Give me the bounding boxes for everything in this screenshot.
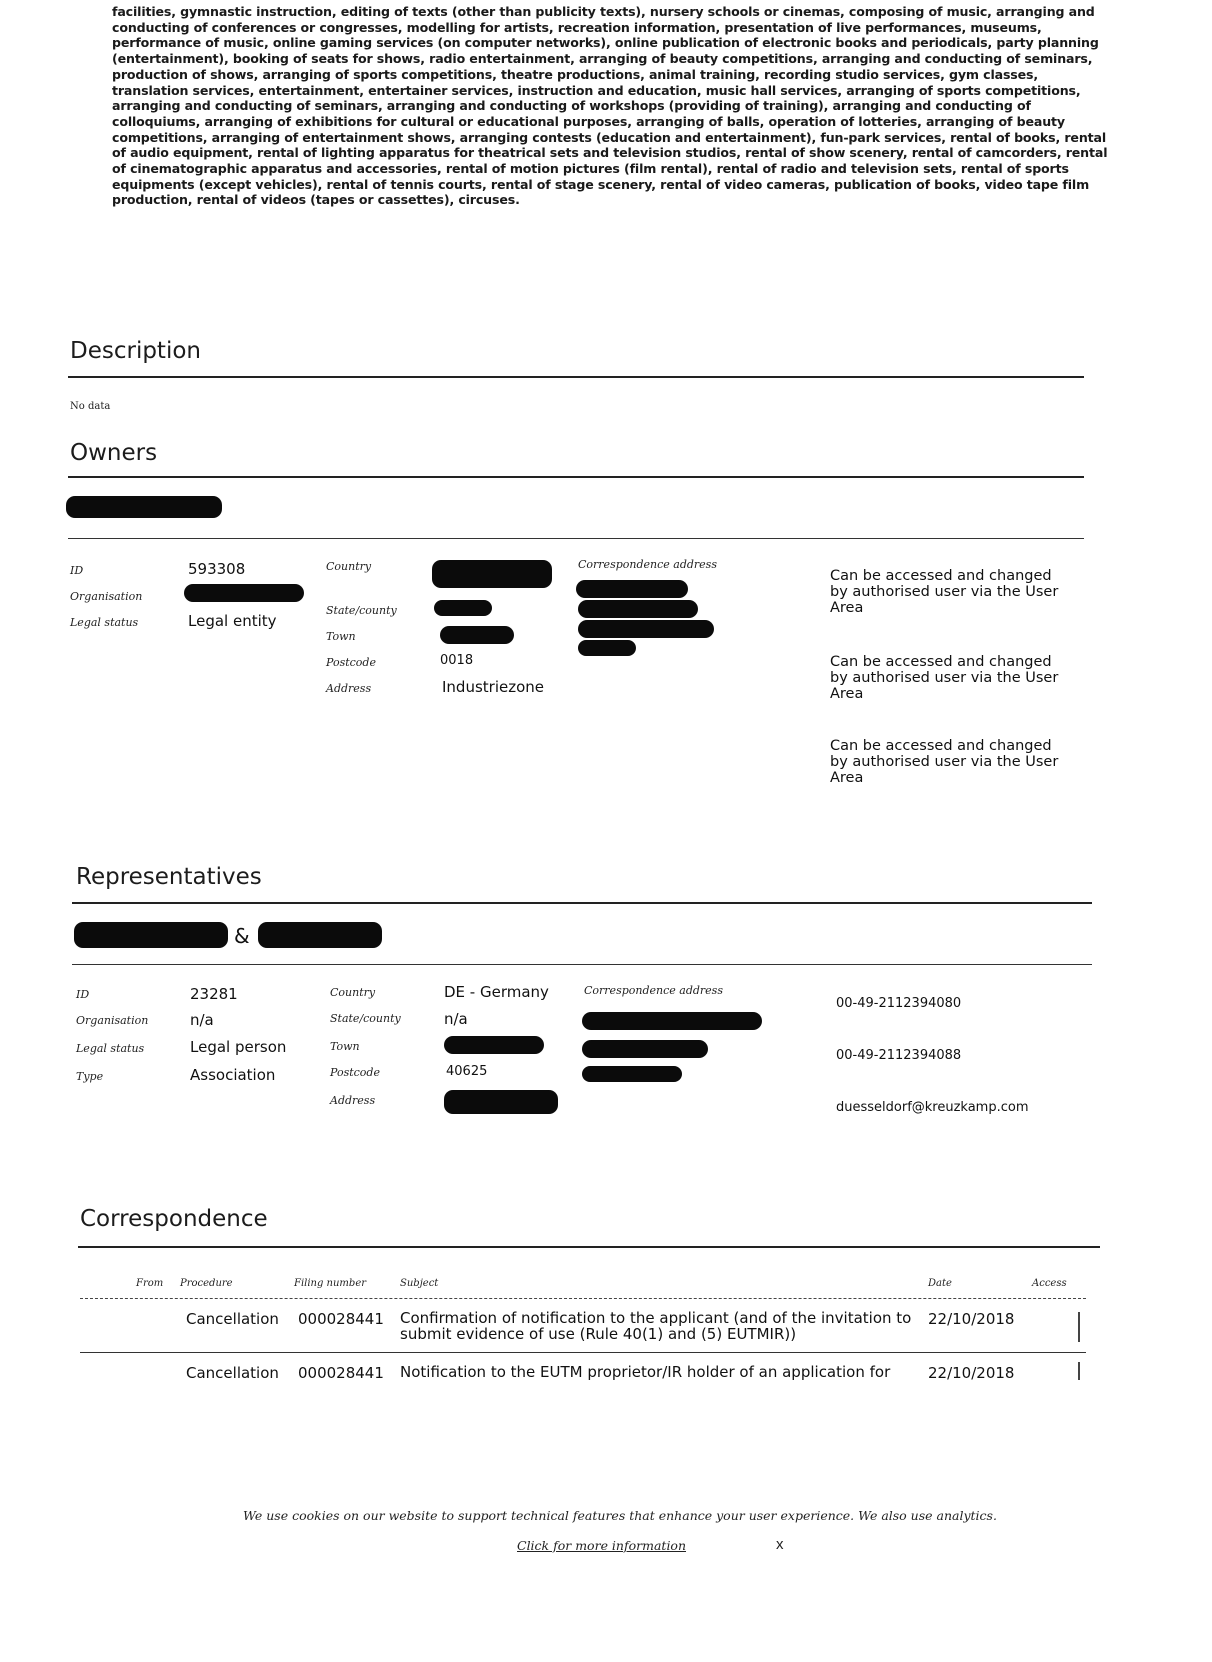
representatives-rule — [72, 902, 1092, 904]
row1-subject[interactable]: Confirmation of notification to the applicant (and of the invitation to submit evidence of use (Rule 40(1) and (5) EUTMIR)) — [400, 1309, 912, 1343]
rep-state-label: State/county — [330, 1012, 401, 1025]
owner-legal-status-label: Legal status — [70, 616, 139, 629]
rep-organization-label: Organisation — [76, 1014, 149, 1027]
owners-rule — [68, 476, 1084, 478]
correspondence-heading: Correspondence — [80, 1206, 268, 1232]
rep-legal-status-label: Legal status — [76, 1042, 145, 1055]
rep-address-label: Address — [330, 1094, 376, 1107]
rep-email[interactable]: duesseldorf@kreuzkamp.com — [836, 1100, 1029, 1115]
rep-corr-redaction-1 — [582, 1012, 762, 1030]
row1-filing-number: 000028441 — [298, 1310, 384, 1328]
rep-id-label: ID — [76, 988, 90, 1001]
correspondence-rule — [78, 1246, 1100, 1248]
rep-address-redaction — [444, 1090, 558, 1114]
col-subject[interactable]: Subject — [400, 1278, 439, 1289]
owner-address-value: Industriezone — [442, 678, 545, 696]
cookie-more-info-link[interactable]: Click for more information — [517, 1538, 687, 1553]
owner-country-redaction — [432, 560, 552, 588]
description-value: No data — [70, 401, 111, 412]
cookie-banner-text: We use cookies on our website to support technical features that enhance your user experience. We also use analytics. — [243, 1508, 997, 1523]
owner-name-redaction — [66, 496, 222, 518]
rep-phone: 00-49-2112394080 — [836, 996, 962, 1011]
row2-procedure: Cancellation — [186, 1364, 279, 1382]
rep-legal-status-value: Legal person — [190, 1038, 287, 1056]
table-header-rule — [80, 1298, 1086, 1299]
owner-state-redaction — [434, 600, 492, 616]
owner-id-value: 593308 — [188, 560, 246, 578]
owner-organization-label: Organisation — [70, 590, 143, 603]
rep-corr-redaction-2 — [582, 1040, 708, 1058]
owner-town-redaction — [440, 626, 514, 644]
rep-correspondence-address-label: Correspondence address — [584, 984, 723, 997]
rep-state-value: n/a — [444, 1010, 468, 1028]
owner-access-note-3: Can be accessed and changed by authorised user via the User Area — [830, 738, 1059, 786]
owner-postcode-value: 0018 — [440, 653, 474, 668]
rep-id-value: 23281 — [190, 985, 238, 1003]
rep-organization-value: n/a — [190, 1011, 214, 1029]
owner-organization-redaction — [184, 584, 304, 602]
rep-country-label: Country — [330, 986, 376, 999]
owner-access-note-1: Can be accessed and changed by authorised user via the User Area — [830, 568, 1059, 616]
col-access[interactable]: Access — [1032, 1278, 1067, 1289]
owner-state-label: State/county — [326, 604, 397, 617]
row1-procedure: Cancellation — [186, 1310, 279, 1328]
row2-access-marker[interactable] — [1078, 1362, 1080, 1380]
row-divider — [80, 1352, 1086, 1353]
description-rule — [68, 376, 1084, 378]
goods-services-text: facilities, gymnastic instruction, editing of texts (other than publicity texts), nursery schools or cinemas, composing of music, arranging and conducting of conferences or congresses, modelling for artists, recreation information, presentation of live performances, museums, performance of music, online gaming services (on computer networks), online publication of electronic books and periodicals, party planning (entertainment), booking of seats for shows, radio entertainment, arranging of beauty competitions, arranging and conducting of seminars, production of shows, arranging of sports competitions, theatre productions, animal training, recording studio services, gym classes, translation services, entertainment, entertainer services, instruction and education, music hall services, arranging of sports competitions, arranging and conducting of seminars, arranging and conducting of workshops (providing of training), arranging and conducting of colloquiums, arranging of exhibitions for cultural or educational purposes, arranging of balls, operation of lotteries, arranging of beauty competitions, arranging of entertainment shows, arranging contests (education and entertainment), fun-park services, rental of books, rental of audio equipment, rental of lighting apparatus for theatrical sets and television studios, rental of show scenery, rental of camcorders, rental of cinematographic apparatus and accessories, rental of motion pictures (film rental), rental of radio and television sets, rental of sports equipments (except vehicles), rental of tennis courts, rental of stage scenery, rental of video cameras, publication of books, video tape film production, rental of videos (tapes or cassettes), circuses. — [112, 4, 1108, 208]
col-procedure[interactable]: Procedure — [180, 1278, 233, 1289]
owners-heading: Owners — [70, 440, 158, 466]
owner-access-note-2: Can be accessed and changed by authorised user via the User Area — [830, 654, 1059, 702]
row2-subject[interactable]: Notification to the EUTM proprietor/IR holder of an application for — [400, 1363, 891, 1381]
owner-legal-status-value: Legal entity — [188, 612, 277, 630]
rep-type-label: Type — [76, 1070, 104, 1083]
rep-corr-redaction-3 — [582, 1066, 682, 1082]
representative-name-rule — [72, 964, 1092, 965]
owner-corr-redaction-4 — [578, 640, 636, 656]
rep-type-value: Association — [190, 1066, 276, 1084]
owner-id-label: ID — [70, 564, 84, 577]
owner-address-label: Address — [326, 682, 372, 695]
owner-corr-redaction-3 — [578, 620, 714, 638]
owner-corr-redaction-1 — [576, 580, 688, 598]
representative-name-ampersand: & — [234, 924, 250, 948]
owner-name-rule — [68, 538, 1084, 539]
row1-access-marker[interactable] — [1078, 1312, 1080, 1342]
rep-fax: 00-49-2112394088 — [836, 1048, 962, 1063]
owner-town-label: Town — [326, 630, 356, 643]
cookie-close-icon[interactable]: x — [776, 1536, 784, 1553]
representative-name-redaction-2 — [258, 922, 382, 948]
description-heading: Description — [70, 338, 201, 364]
rep-country-value: DE - Germany — [444, 983, 549, 1001]
rep-town-redaction — [444, 1036, 544, 1054]
rep-town-label: Town — [330, 1040, 360, 1053]
owner-corr-redaction-2 — [578, 600, 698, 618]
rep-postcode-value: 40625 — [446, 1064, 488, 1079]
row2-date: 22/10/2018 — [928, 1364, 1015, 1382]
row1-date: 22/10/2018 — [928, 1310, 1015, 1328]
owner-country-label: Country — [326, 560, 372, 573]
representative-name-redaction-1 — [74, 922, 228, 948]
owner-postcode-label: Postcode — [326, 656, 376, 669]
row2-filing-number: 000028441 — [298, 1364, 384, 1382]
col-from[interactable]: From — [136, 1278, 164, 1289]
col-date[interactable]: Date — [928, 1278, 952, 1289]
owner-correspondence-address-label: Correspondence address — [578, 558, 717, 571]
representatives-heading: Representatives — [76, 864, 262, 890]
rep-postcode-label: Postcode — [330, 1066, 380, 1079]
col-filing-number[interactable]: Filing number — [294, 1278, 367, 1289]
